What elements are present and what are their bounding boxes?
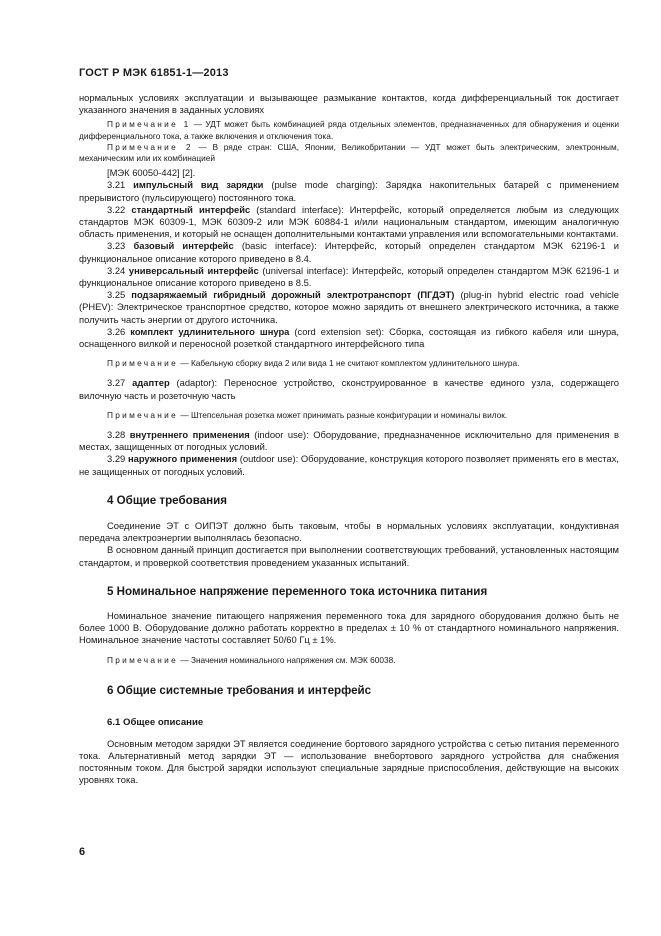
term-3-28 [79,429,619,453]
term-name: адаптер [132,377,170,389]
term-definition: (universal interface): Интерфейс, который определен стандартом МЭК 62196-1 и функциональное описание которого приведено в 8.5. [79,264,620,289]
term-3-27 [79,377,619,401]
term-definition: (basic interface): Интерфейс, который определен стандартом МЭК 62196-1 и функциональное описание которого приведено в 8.4. [79,240,619,264]
term-definition: (outdoor use): Оборудование, конструкция которого позволяет применять его в местах, не защищенных от погодных условий. [79,453,619,477]
term-definition: (pulse mode charging): Зарядка накопительных батарей с применением прерывистого (пульсирующего) постоянного тока. [79,179,619,203]
note-label: Примечание 1 [107,119,191,130]
note-2 [79,142,619,164]
term-name: внутреннего применения [129,429,250,441]
note-label: Примечание [107,358,179,369]
term-definition: (adaptor): Переносное устройство, сконструированное в качестве единого узла, содержащего вилочную часть и розеточную часть [79,377,619,401]
section-4-paragraph-2: В основном данный принцип достигается при выполнении соответствующих требований, установленных настоящим стандартом, и проверкой соответствия проведением указанных испытаний. [79,544,619,568]
term-number: 3.28 [107,429,126,441]
note-3-27 [79,410,619,421]
term-number: 3.23 [107,240,126,252]
note-3-26 [79,358,619,369]
term-definition: (standard interface): Интерфейс, который определяется любым из следующих стандартов МЭК 60309-1, МЭК 60309-2 или МЭК 60884-1 и/или национальным стандартом, имеющим аналогичную область применения, и который не оснащен дополнительными контактами управления или вспомогательными контактами. [79,203,619,240]
term-number: 3.21 [107,179,126,191]
term-name: базовый интерфейс [133,240,234,252]
term-definition: (plug-in hybrid electric road vehicle (PHEV): Электрическое транспортное средство, которое можно зарядить от внешнего электрического источника, а также получить часть энергии от другого источника. [79,289,620,325]
term-name: комплект удлинительного шнура [130,325,290,337]
term-number: 3.29 [107,453,126,465]
section-5-heading: 5 Номинальное напряжение переменного тока источника питания [107,584,488,598]
term-name: универсальный интерфейс [128,264,259,276]
note-1 [79,119,619,141]
term-3-25 [79,289,619,326]
term-number: 3.27 [107,377,126,389]
note-text: — Штепсельная розетка может принимать разные конфигурации и номиналы вилок. [178,409,508,420]
note-text: — УДТ может быть комбинацией ряда отдельных элементов, предназначенных для обнаружения и оценки дифференциального тока, а также включения и отключения тока. [79,119,619,141]
term-number: 3.25 [107,289,126,301]
note-label: Примечание [107,409,179,420]
section-6-heading: 6 Общие системные требования и интерфейс [107,683,372,697]
reference: [МЭК 60050-442] [2]. [107,167,196,179]
term-3-22 [79,204,619,241]
page-body [79,92,619,786]
section-6-1-paragraph-1: Основным методом зарядки ЭТ является соединение бортового зарядного устройства с сетью питания переменного тока. Альтернативный метод зарядки ЭТ — использование внебортового зарядного устройства для снабжения постоянным током. Для быстрой зарядки используют специальные зарядные приспособления, действующие на высоких уровнях тока. [79,737,619,786]
term-name: стандартный интерфейс [131,203,251,215]
document-header: ГОСТ Р МЭК 61851-1—2013 [79,67,229,79]
note-label: Примечание [107,655,179,666]
term-definition: (cord extension set): Сборка, состоящая из гибкого кабеля или шнура, оснащенного вилкой и переносной розеткой стандартного интерфейсного типа [79,325,619,350]
term-name: импульсный вид зарядки [133,179,264,191]
term-3-29 [79,453,619,477]
page-number: 6 [79,846,86,858]
section-4-paragraph-1: Соединение ЭТ с ОИПЭТ должно быть таковым, чтобы в нормальных условиях эксплуатации, кондуктивная передача электроэнергии выполнялась безопасно. [79,519,619,544]
term-3-23 [79,240,619,264]
note-text: — В ряде стран: США, Японии, Великобритании — УДТ может быть электрическим, электронным, механическим или их комбинацией [79,141,619,164]
note-text: — Кабельную сборку вида 2 или вида 1 не считают комплектом удлинительного шнура. [178,358,520,369]
term-name: наружного применения [127,453,238,465]
term-definition: (indoor use): Оборудование, предназначенное исключительно для применения в местах, защищенных от погодных условий. [79,429,619,453]
term-number: 3.22 [107,203,126,215]
term-3-26 [79,326,619,350]
note-label: Примечание 2 [107,141,193,152]
section-5-note [79,655,619,666]
note-text: — Значения номинального напряжения см. МЭК 60038. [178,655,396,666]
subsection-6-1-heading: 6.1 Общее описание [107,716,204,728]
section-5-paragraph-1: Номинальное значение питающего напряжения переменного тока для зарядного оборудования должно быть не более 1000 В. Оборудование должно работать корректно в пределах ± 10 % от стандартного номинального напряжения. Номинальное значение частоты составляет 50/60 Гц ± 1%. [79,609,619,646]
term-number: 3.26 [107,325,126,337]
intro-paragraph: нормальных условиях эксплуатации и вызывающее размыкание контактов, когда дифференциальный ток достигает указанного значения в заданных условиях [79,92,619,116]
term-name: подзаряжаемый гибридный дорожный электротранспорт (ПГДЭТ) [131,289,455,301]
term-3-21 [79,179,619,203]
term-number: 3.24 [107,264,126,276]
term-3-24 [79,265,619,289]
section-4-heading: 4 Общие требования [107,493,228,507]
